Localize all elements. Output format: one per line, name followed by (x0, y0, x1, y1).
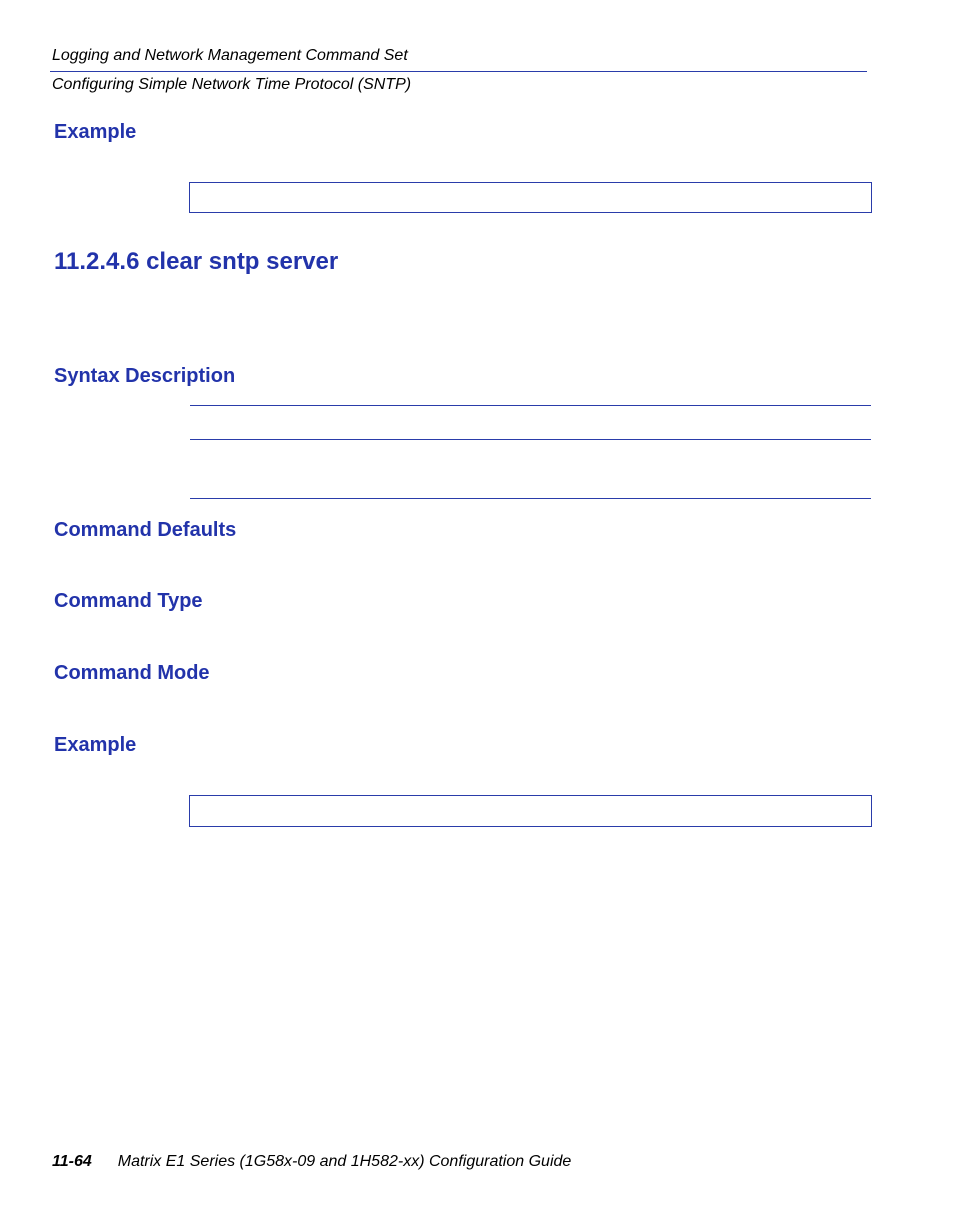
page-number: 11-64 (52, 1153, 92, 1170)
example-code-box-1 (189, 182, 872, 213)
example-heading-1: Example (54, 121, 137, 143)
syntax-table-rule-bottom (190, 498, 871, 499)
page-footer (52, 1153, 571, 1171)
guide-title: Matrix E1 Series (1G58x-09 and 1H582-xx) Configuration Guide (117, 1153, 572, 1170)
command-type-heading: Command Type (54, 590, 203, 612)
syntax-table-rule-middle (190, 439, 871, 440)
command-heading: 11.2.4.6 clear sntp server (54, 248, 339, 275)
running-header-chapter: Logging and Network Management Command Set (52, 47, 408, 64)
syntax-description-heading: Syntax Description (54, 365, 236, 387)
command-defaults-heading: Command Defaults (54, 519, 237, 541)
syntax-table-rule-top (190, 405, 871, 406)
header-rule (50, 71, 867, 72)
running-header-section: Configuring Simple Network Time Protocol (SNTP) (52, 76, 412, 93)
example-code-box-2 (189, 795, 872, 827)
example-heading-2: Example (54, 734, 137, 756)
command-mode-heading: Command Mode (54, 662, 210, 684)
